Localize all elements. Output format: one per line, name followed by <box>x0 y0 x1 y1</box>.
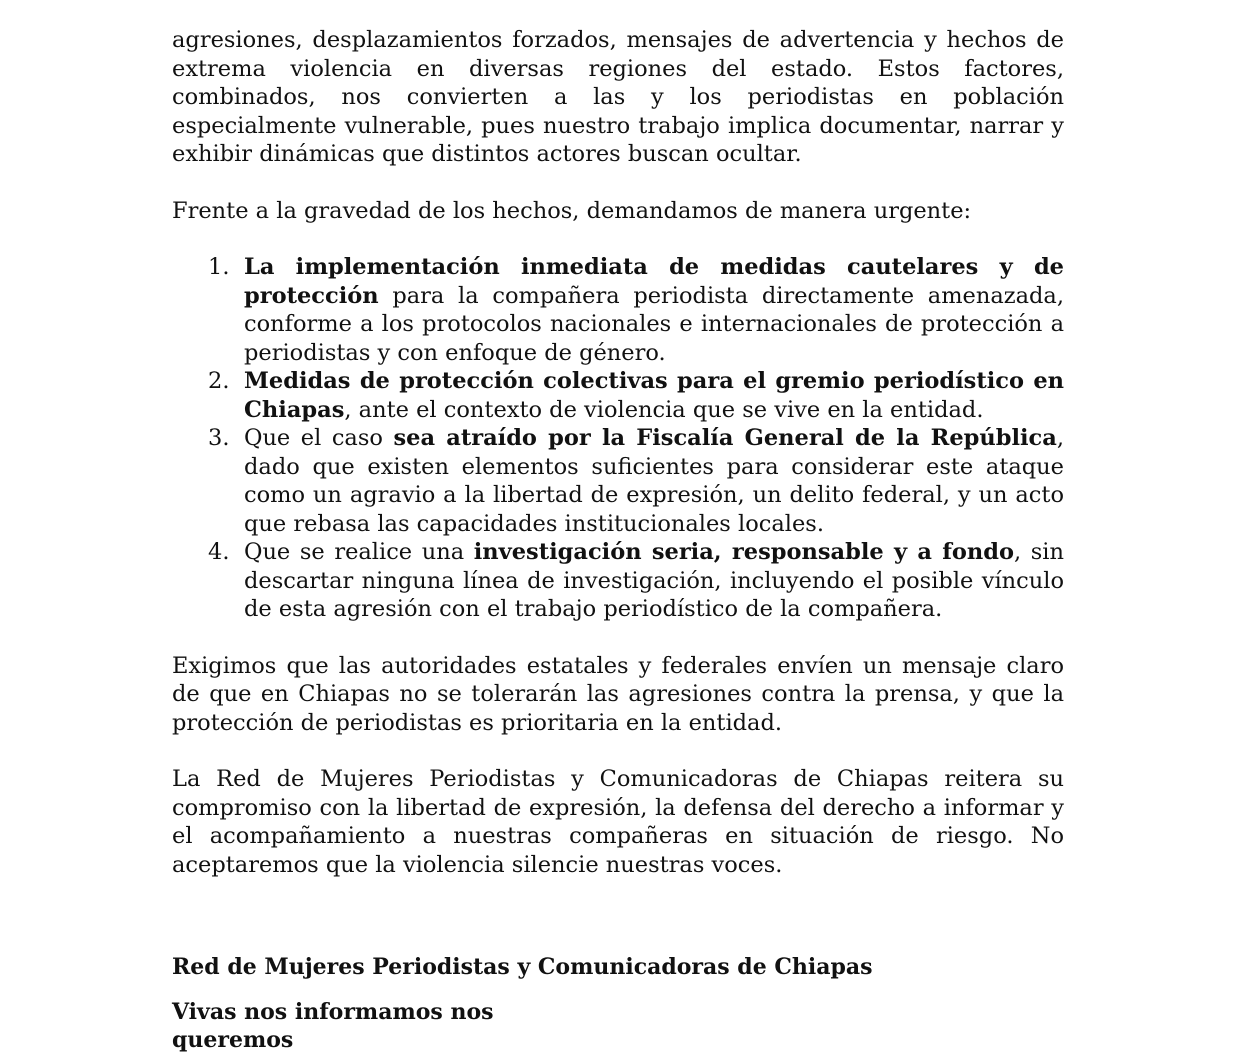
demand-bold: investigación seria, responsable y a fondo <box>473 539 1014 565</box>
demand-number: 3. <box>208 425 230 451</box>
demand-number: 2. <box>208 368 230 394</box>
demands-lead: Frente a la gravedad de los hechos, demandamos de manera urgente: <box>172 197 972 224</box>
cut-off-line: Vivas nos informamos nos queremos <box>172 999 494 1053</box>
demand-number: 1. <box>208 254 230 280</box>
signature: Red de Mujeres Periodistas y Comunicadoras de Chiapas <box>172 954 873 980</box>
demand-post: , dado que existen elementos suficientes para considerar este ataque como un agravio a la libertad de expresión, un delito federal, y un acto que rebasa las capacidades institucionales locales. <box>244 425 1064 537</box>
exigimos-paragraph: Exigimos que las autoridades estatales y federales envíen un mensaje claro de que en Chiapas no se tolerarán las agresiones contra la prensa, y que la protección de periodistas es prioritaria en la entidad. <box>172 652 1064 736</box>
demand-post: , ante el contexto de violencia que se vive en la entidad. <box>344 396 984 423</box>
demand-pre: Que el caso <box>244 425 394 451</box>
demand-post: para la compañera periodista directamente amenazada, conforme a los protocolos nacionales e internacionales de protección a periodistas y con enfoque de género. <box>244 282 1064 366</box>
demand-item-1 <box>172 253 1064 367</box>
demand-item-2 <box>172 367 1064 424</box>
demand-item-3 <box>172 424 1064 538</box>
commitment-paragraph: La Red de Mujeres Periodistas y Comunicadoras de Chiapas reitera su compromiso con la libertad de expresión, la defensa del derecho a informar y el acompañamiento a nuestras compañeras en situación de riesgo. No aceptaremos que la violencia silencie nuestras voces. <box>172 766 1064 878</box>
demand-item-4 <box>172 538 1064 624</box>
demand-bold: Medidas de protección colectivas para el gremio periodístico en Chiapas <box>244 368 1064 423</box>
demand-bold: La implementación inmediata de medidas cautelares y de protección <box>244 254 1064 309</box>
demand-number: 4. <box>208 539 230 565</box>
demand-post: , sin descartar ninguna línea de investigación, incluyendo el posible vínculo de esta agresión con el trabajo periodístico de la compañera. <box>244 539 1064 622</box>
document-body <box>172 26 1064 907</box>
intro-paragraph: agresiones, desplazamientos forzados, mensajes de advertencia y hechos de extrema violencia en diversas regiones del estado. Estos factores, combinados, nos convierten a las y los periodistas en población especialmente vulnerable, pues nuestro trabajo implica documentar, narrar y exhibir dinámicas que distintos actores buscan ocultar. <box>172 27 1064 167</box>
demands-list <box>172 253 1064 624</box>
demand-pre: Que se realice una <box>244 539 474 565</box>
demand-bold: sea atraído por la Fiscalía General de la República <box>393 425 1057 451</box>
